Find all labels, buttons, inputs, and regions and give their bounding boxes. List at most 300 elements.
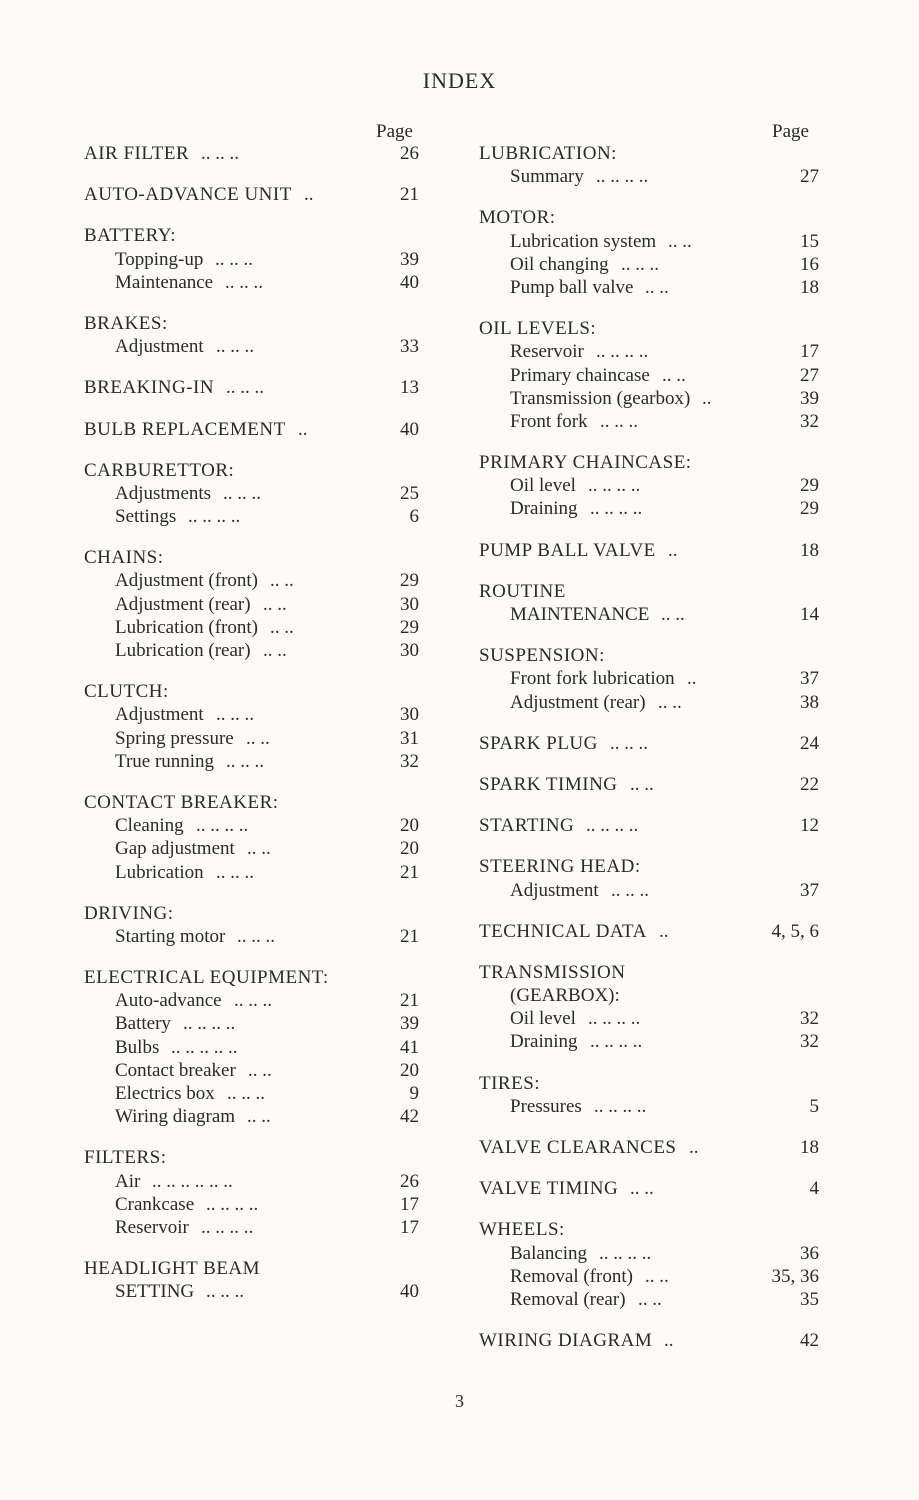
index-heading: BATTERY: xyxy=(84,225,176,247)
leader-dots: .. .. .. .. .. .. xyxy=(152,1170,233,1192)
index-entry xyxy=(479,814,819,837)
page-ref: 29 xyxy=(400,616,419,638)
leader-dots: .. xyxy=(702,387,712,409)
leader-dots: .. xyxy=(298,418,308,440)
leader-dots: .. .. .. .. xyxy=(596,166,649,188)
index-heading: CONTACT BREAKER: xyxy=(84,791,279,813)
leader-dots: .. .. xyxy=(246,727,270,749)
subentry-label: Adjustment (front) xyxy=(115,570,259,592)
index-entry xyxy=(84,791,424,884)
page-ref: 12 xyxy=(800,815,819,837)
index-entry xyxy=(479,451,819,521)
index-heading-row xyxy=(84,966,424,989)
index-heading: SUSPENSION: xyxy=(479,645,605,667)
page-ref: 21 xyxy=(400,184,419,206)
index-entry xyxy=(479,539,819,562)
page-ref: 21 xyxy=(400,925,419,947)
subentry-label: Crankcase xyxy=(115,1193,195,1215)
leader-dots: .. .. xyxy=(247,838,271,860)
index-subentry xyxy=(479,1242,819,1265)
index-heading: VALVE CLEARANCES xyxy=(479,1137,677,1158)
index-heading-row xyxy=(479,580,819,603)
page-ref: 13 xyxy=(400,377,419,399)
index-heading: BRAKES: xyxy=(84,312,168,334)
index-heading-row xyxy=(84,791,424,814)
leader-dots: .. .. xyxy=(645,276,669,298)
leader-dots: .. .. .. xyxy=(237,925,275,947)
subentry-label: Pressures xyxy=(510,1095,582,1117)
leader-dots: .. .. .. .. xyxy=(183,1013,236,1035)
index-entry xyxy=(479,855,819,901)
index-heading: OIL LEVELS: xyxy=(479,318,597,340)
page-title: INDEX xyxy=(422,68,497,93)
index-heading-row xyxy=(479,1329,819,1352)
subentry-label: Adjustment (rear) xyxy=(510,691,646,713)
subentry-label: Draining xyxy=(510,498,578,520)
page-ref: 40 xyxy=(400,271,419,293)
index-entry xyxy=(84,312,424,358)
index-heading: SPARK PLUG xyxy=(479,732,598,754)
subentry-label: Reservoir xyxy=(115,1216,189,1238)
page-ref: 32 xyxy=(400,750,419,772)
left-index-column xyxy=(84,142,424,1322)
subentry-label: MAINTENANCE xyxy=(510,604,650,625)
index-heading: SPARK TIMING xyxy=(479,773,618,795)
leader-dots: .. xyxy=(659,920,669,942)
leader-dots: .. .. xyxy=(247,1106,271,1128)
page-ref: 17 xyxy=(800,341,819,363)
index-heading-row xyxy=(479,855,819,878)
index-entry xyxy=(84,966,424,1128)
left-page-header: Page xyxy=(376,121,413,142)
index-subentry xyxy=(479,474,819,497)
index-entry xyxy=(479,1329,819,1352)
leader-dots: .. .. .. .. xyxy=(588,1008,641,1030)
leader-dots: .. .. .. .. xyxy=(590,498,643,520)
page-ref: 32 xyxy=(800,410,819,432)
index-heading-row xyxy=(479,961,819,984)
index-entry xyxy=(479,317,819,433)
page-ref: 20 xyxy=(400,815,419,837)
index-heading-row xyxy=(479,1136,819,1159)
page-ref: 16 xyxy=(800,253,819,275)
index-heading-row xyxy=(479,1218,819,1241)
index-heading: BREAKING-IN xyxy=(84,377,215,399)
page-ref: 33 xyxy=(400,336,419,358)
subentry-label: Primary chaincase xyxy=(510,364,650,386)
index-subentry xyxy=(479,387,819,410)
leader-dots: .. .. .. .. xyxy=(599,1242,652,1264)
index-heading-row xyxy=(84,312,424,335)
subentry-label: Front fork xyxy=(510,410,588,432)
leader-dots: .. .. .. xyxy=(227,1083,265,1104)
subentry-label: Starting motor xyxy=(115,925,226,947)
index-entry xyxy=(479,961,819,1054)
page-ref: 36 xyxy=(800,1242,819,1264)
page-ref: 32 xyxy=(800,1008,819,1030)
index-heading: CLUTCH: xyxy=(84,681,169,703)
subentry-label: Wiring diagram xyxy=(115,1106,236,1128)
index-heading: CARBURETTOR: xyxy=(84,459,235,481)
index-subentry xyxy=(479,603,819,626)
subentry-label: Auto-advance xyxy=(115,990,222,1012)
page-ref: 30 xyxy=(400,593,419,615)
index-heading: ELECTRICAL EQUIPMENT: xyxy=(84,967,329,989)
leader-dots: .. .. .. xyxy=(226,377,264,399)
leader-dots: .. .. .. xyxy=(225,271,263,293)
index-entry xyxy=(84,1146,424,1239)
index-subentry xyxy=(84,1059,424,1082)
index-subentry xyxy=(479,410,819,433)
leader-dots: .. .. .. .. xyxy=(590,1031,643,1053)
leader-dots: .. .. xyxy=(630,1178,654,1200)
page-ref: 29 xyxy=(400,570,419,592)
index-subentry xyxy=(479,879,819,902)
right-index-column xyxy=(479,142,819,1370)
index-subentry xyxy=(479,1030,819,1053)
leader-dots: .. .. .. xyxy=(216,704,254,726)
subentry-label: Battery xyxy=(115,1013,171,1035)
index-entry xyxy=(479,732,819,755)
index-subentry xyxy=(84,925,424,948)
leader-dots: .. .. .. xyxy=(621,253,659,275)
index-subentry xyxy=(84,482,424,505)
index-subentry xyxy=(84,593,424,616)
index-heading-row xyxy=(84,902,424,925)
leader-dots: .. .. .. xyxy=(215,248,253,270)
subentry-label: Cleaning xyxy=(115,815,184,837)
page-ref: 29 xyxy=(800,475,819,497)
index-heading: PUMP BALL VALVE xyxy=(479,539,656,561)
leader-dots: .. xyxy=(664,1330,674,1352)
page-ref: 26 xyxy=(400,1170,419,1192)
page-ref: 4 xyxy=(809,1178,819,1200)
subentry-label: Adjustment (rear) xyxy=(115,593,251,615)
index-subentry xyxy=(479,165,819,188)
leader-dots: .. .. .. .. xyxy=(596,341,649,363)
index-heading: DRIVING: xyxy=(84,902,174,924)
page-ref: 18 xyxy=(800,276,819,298)
index-subentry xyxy=(479,253,819,276)
page-ref: 31 xyxy=(400,727,419,749)
index-subentry xyxy=(479,1095,819,1118)
page-ref: 38 xyxy=(800,691,819,713)
index-heading: STARTING xyxy=(479,815,575,837)
index-entry xyxy=(84,418,424,441)
index-subentry xyxy=(479,1288,819,1311)
leader-dots: .. .. .. xyxy=(610,732,648,754)
index-heading-row xyxy=(479,814,819,837)
page-number: 3 xyxy=(455,1391,464,1411)
index-subentry xyxy=(84,750,424,773)
page-ref: 9 xyxy=(409,1083,419,1104)
subentry-label: Draining xyxy=(510,1031,578,1053)
index-entry xyxy=(479,773,819,796)
page-ref: 32 xyxy=(800,1031,819,1053)
index-subentry xyxy=(479,364,819,387)
index-subentry xyxy=(84,248,424,271)
page-ref: 27 xyxy=(800,364,819,386)
leader-dots: .. .. .. .. xyxy=(188,506,241,528)
index-subentry xyxy=(84,837,424,860)
leader-dots: .. .. .. .. .. xyxy=(171,1036,238,1058)
index-subentry xyxy=(84,1170,424,1193)
index-subentry xyxy=(84,1082,424,1105)
subentry-label: Summary xyxy=(510,166,584,188)
page-ref: 41 xyxy=(400,1036,419,1058)
index-heading-row xyxy=(479,732,819,755)
page-ref: 40 xyxy=(400,1281,419,1303)
index-heading-row xyxy=(479,1072,819,1095)
page-ref: 18 xyxy=(800,539,819,561)
page-ref: 39 xyxy=(400,1013,419,1035)
index-subentry xyxy=(84,989,424,1012)
subentry-label: Reservoir xyxy=(510,341,584,363)
index-entry xyxy=(84,376,424,399)
index-heading: AIR FILTER xyxy=(84,143,190,164)
page-ref: 39 xyxy=(400,248,419,270)
page-ref: 30 xyxy=(400,640,419,661)
index-heading: FILTERS: xyxy=(84,1147,167,1169)
leader-dots: .. .. .. .. xyxy=(206,1193,259,1215)
index-entry xyxy=(479,142,819,188)
index-heading-row xyxy=(479,920,819,943)
index-heading: VALVE TIMING xyxy=(479,1178,619,1200)
index-heading-row xyxy=(479,539,819,562)
index-subentry xyxy=(84,1036,424,1059)
page-ref: 42 xyxy=(400,1106,419,1128)
index-heading-row xyxy=(84,546,424,569)
index-entry xyxy=(84,902,424,948)
leader-dots: .. .. xyxy=(638,1288,662,1310)
subentry-label: Gap adjustment xyxy=(115,838,235,860)
leader-dots: .. .. .. xyxy=(206,1281,244,1303)
index-entry xyxy=(479,1072,819,1118)
index-subentry xyxy=(84,335,424,358)
index-heading: WHEELS: xyxy=(479,1219,565,1241)
page-ref: 17 xyxy=(400,1216,419,1238)
subentry-label: Air xyxy=(115,1170,141,1192)
page-ref: 27 xyxy=(800,166,819,188)
index-heading-row xyxy=(84,183,424,206)
subentry-label: Lubrication (front) xyxy=(115,616,258,638)
index-subentry xyxy=(479,497,819,520)
index-heading-row xyxy=(84,376,424,399)
index-entry xyxy=(84,680,424,773)
page-ref: 29 xyxy=(800,498,819,520)
index-entry xyxy=(479,1136,819,1159)
page-ref: 4, 5, 6 xyxy=(771,920,819,942)
index-subentry xyxy=(479,984,819,1007)
index-subentry xyxy=(479,340,819,363)
index-subentry xyxy=(84,703,424,726)
subentry-label: Pump ball valve xyxy=(510,276,634,298)
leader-dots: .. .. xyxy=(630,773,654,795)
index-heading-row xyxy=(84,680,424,703)
index-entry xyxy=(479,920,819,943)
index-subentry xyxy=(479,1265,819,1288)
index-subentry xyxy=(84,271,424,294)
subentry-label: Balancing xyxy=(510,1242,588,1264)
leader-dots: .. .. xyxy=(662,364,686,386)
leader-dots: .. .. .. xyxy=(216,336,254,358)
page-ref: 25 xyxy=(400,482,419,504)
index-heading: WIRING DIAGRAM xyxy=(479,1330,653,1352)
leader-dots: .. xyxy=(668,539,678,561)
leader-dots: .. .. .. xyxy=(223,482,261,504)
leader-dots: .. .. xyxy=(263,640,287,661)
index-heading-row xyxy=(84,459,424,482)
page-ref: 20 xyxy=(400,838,419,860)
index-entry xyxy=(84,142,424,165)
leader-dots: .. .. xyxy=(658,691,682,713)
leader-dots: .. .. .. xyxy=(234,990,272,1012)
leader-dots: .. .. .. xyxy=(216,861,254,883)
subentry-label: Transmission (gearbox) xyxy=(510,387,691,409)
index-entry xyxy=(84,546,424,662)
page-ref: 42 xyxy=(800,1330,819,1352)
subentry-label: Spring pressure xyxy=(115,727,234,749)
leader-dots: .. .. .. .. xyxy=(594,1095,647,1117)
index-heading-row xyxy=(84,142,424,165)
subentry-label: Removal (front) xyxy=(510,1265,633,1287)
index-subentry xyxy=(84,616,424,639)
index-heading: BULB REPLACEMENT xyxy=(84,418,286,440)
index-subentry xyxy=(84,861,424,884)
subentry-label: (GEARBOX): xyxy=(510,985,620,1007)
leader-dots: .. .. xyxy=(661,604,685,625)
index-subentry xyxy=(479,667,819,690)
index-heading: TIRES: xyxy=(479,1072,541,1094)
subentry-label: True running xyxy=(115,750,215,772)
index-subentry xyxy=(84,1280,424,1303)
index-subentry xyxy=(84,569,424,592)
subentry-label: SETTING xyxy=(115,1281,195,1303)
subentry-label: Lubrication system xyxy=(510,230,657,252)
subentry-label: Topping-up xyxy=(115,248,204,270)
leader-dots: .. xyxy=(687,668,697,690)
index-heading: TRANSMISSION xyxy=(479,961,626,983)
subentry-label: Lubrication (rear) xyxy=(115,640,251,661)
index-heading-row xyxy=(479,142,819,165)
index-heading: AUTO-ADVANCE UNIT xyxy=(84,184,292,206)
index-subentry xyxy=(479,691,819,714)
subentry-label: Oil changing xyxy=(510,253,609,275)
index-heading-row xyxy=(479,206,819,229)
subentry-label: Bulbs xyxy=(115,1036,160,1058)
index-heading-row xyxy=(479,317,819,340)
subentry-label: Oil level xyxy=(510,1008,576,1030)
subentry-label: Oil level xyxy=(510,475,576,497)
index-heading-row xyxy=(479,1177,819,1200)
leader-dots: .. .. xyxy=(645,1265,669,1287)
subentry-label: Removal (rear) xyxy=(510,1288,626,1310)
index-heading: MOTOR: xyxy=(479,207,556,229)
subentry-label: Adjustment xyxy=(510,879,599,901)
leader-dots: .. .. xyxy=(270,570,294,592)
index-entry xyxy=(479,1218,819,1311)
subentry-label: Contact breaker xyxy=(115,1059,236,1081)
leader-dots: .. .. .. xyxy=(611,879,649,901)
subentry-label: Maintenance xyxy=(115,271,214,293)
page-ref: 35, 36 xyxy=(771,1265,819,1287)
page-ref: 37 xyxy=(800,879,819,901)
page-ref: 20 xyxy=(400,1059,419,1081)
page-ref: 17 xyxy=(400,1193,419,1215)
page-ref: 6 xyxy=(409,506,419,528)
page-ref: 5 xyxy=(809,1095,819,1117)
page-ref: 15 xyxy=(800,230,819,252)
page-ref: 39 xyxy=(800,387,819,409)
leader-dots: .. .. .. .. xyxy=(201,1216,254,1238)
page-ref: 22 xyxy=(800,773,819,795)
subentry-label: Lubrication xyxy=(115,861,204,883)
index-heading: ROUTINE xyxy=(479,580,566,602)
index-heading-row xyxy=(84,224,424,247)
index-heading: HEADLIGHT BEAM xyxy=(84,1258,261,1280)
index-heading: PRIMARY CHAINCASE: xyxy=(479,452,692,474)
page-ref: 14 xyxy=(800,604,819,625)
page-ref: 21 xyxy=(400,990,419,1012)
index-entry xyxy=(479,580,819,626)
subentry-label: Adjustment xyxy=(115,704,204,726)
index-heading-row xyxy=(479,644,819,667)
subentry-label: Adjustment xyxy=(115,336,204,358)
index-heading-row xyxy=(84,1257,424,1280)
leader-dots: .. .. xyxy=(668,230,692,252)
index-heading: TECHNICAL DATA xyxy=(479,920,647,942)
index-subentry xyxy=(84,1105,424,1128)
page-ref: 18 xyxy=(800,1137,819,1158)
leader-dots: .. .. .. .. xyxy=(586,815,639,837)
index-entry xyxy=(479,644,819,714)
leader-dots: .. .. .. xyxy=(600,410,638,432)
leader-dots: .. .. .. .. xyxy=(588,475,641,497)
index-entry xyxy=(84,224,424,294)
page-ref: 35 xyxy=(800,1288,819,1310)
subentry-label: Electrics box xyxy=(115,1083,215,1104)
index-heading: CHAINS: xyxy=(84,547,164,569)
right-page-header: Page xyxy=(772,121,809,142)
page-ref: 24 xyxy=(800,732,819,754)
index-entry xyxy=(84,1257,424,1303)
leader-dots: .. .. .. xyxy=(201,143,239,164)
index-heading-row xyxy=(479,773,819,796)
leader-dots: .. .. xyxy=(263,593,287,615)
page-ref: 26 xyxy=(400,143,419,164)
index-subentry xyxy=(479,1007,819,1030)
index-subentry xyxy=(84,505,424,528)
page-ref: 37 xyxy=(800,668,819,690)
index-entry xyxy=(84,183,424,206)
leader-dots: .. .. .. xyxy=(226,750,264,772)
index-subentry xyxy=(84,727,424,750)
leader-dots: .. .. .. .. xyxy=(196,815,249,837)
index-heading: STEERING HEAD: xyxy=(479,856,641,878)
index-entry xyxy=(479,1177,819,1200)
subentry-label: Settings xyxy=(115,506,177,528)
index-subentry xyxy=(479,276,819,299)
subentry-label: Front fork lubrication xyxy=(510,668,675,690)
index-entry xyxy=(84,459,424,529)
leader-dots: .. .. xyxy=(248,1059,272,1081)
index-heading-row xyxy=(84,418,424,441)
page-ref: 21 xyxy=(400,861,419,883)
index-subentry xyxy=(84,814,424,837)
index-heading-row xyxy=(479,451,819,474)
index-subentry xyxy=(84,1193,424,1216)
leader-dots: .. xyxy=(304,184,314,206)
